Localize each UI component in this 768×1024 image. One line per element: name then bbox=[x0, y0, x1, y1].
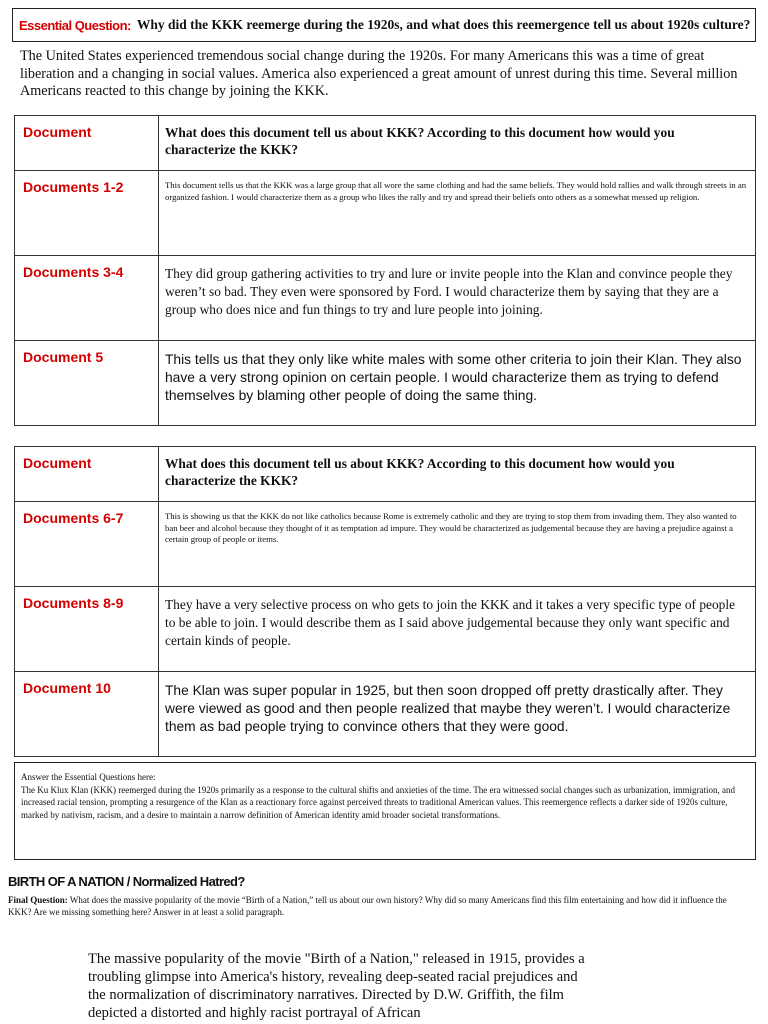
row-label: Documents 3-4 bbox=[15, 256, 159, 341]
header-question: What does this document tell us about KKK? According to this document how would you characterize the KKK? bbox=[159, 116, 756, 171]
row-answer[interactable]: The Klan was super popular in 1925, but then soon dropped off pretty drastically after. They were viewed as good and then people realized that maybe they weren’t. I would characterize them as bad people trying to convince others that they were good. bbox=[159, 672, 756, 757]
row-answer[interactable]: This tells us that they only like white males with some other criteria to join their Klan. They also have a very strong opinion on certain people. I would characterize them as trying to defend themselves by blaming other people of doing the same thing. bbox=[159, 341, 756, 426]
row-answer[interactable]: This is showing us that the KKK do not like catholics because Rome is extremely catholic and they are trying to stop them from invading them. They also wanted to ban beer and alcohol because they thought of it as temptation ad impure. They would be characterized as judgemental because they are having a prejudice against a certain group of people or items. bbox=[159, 502, 756, 587]
table-row bbox=[15, 171, 756, 256]
row-label: Documents 8-9 bbox=[15, 587, 159, 672]
table-header-row bbox=[15, 447, 756, 502]
essential-question-box bbox=[12, 8, 756, 42]
row-answer[interactable]: They have a very selective process on who gets to join the KKK and it takes a very specific type of people to be able to join. I would describe them as I said above judgemental because they only want specific and certain kinds of people. bbox=[159, 587, 756, 672]
table-row bbox=[15, 502, 756, 587]
row-answer[interactable]: They did group gathering activities to try and lure or invite people into the Klan and convince people they weren’t so bad. They even were sponsored by Ford. I would characterize them by saying that they are a group who does nice and fun things to try and lure people into joining. bbox=[159, 256, 756, 341]
row-answer[interactable]: This document tells us that the KKK was a large group that all wore the same clothing and had the same beliefs. They would hold rallies and walk through streets in an organized fashion. I would characterize them as a group who likes the rally and try and spread their beliefs onto others as a somewhat messed up religion. bbox=[159, 171, 756, 256]
answer-text: The Ku Klux Klan (KKK) reemerged during the 1920s primarily as a response to the cultural shifts and anxieties of the time. The era witnessed social changes such as urbanization, immigration, and increased racial tension, prompting a resurgence of the Klan as a reactionary force against perceived threats to traditional American values. This reemergence reflects a darker side of 1920s culture, marked by nativism, racism, and a desire to maintain a narrow definition of American identity amid broader societal transformations. bbox=[21, 784, 735, 820]
document-table-1 bbox=[14, 115, 756, 426]
essential-question-text: Why did the KKK reemerge during the 1920s, and what does this reemergence tell us about 1920s culture? bbox=[136, 17, 751, 32]
table-row bbox=[15, 672, 756, 757]
table-row bbox=[15, 341, 756, 426]
header-document-label: Document bbox=[15, 116, 159, 171]
row-label: Documents 1-2 bbox=[15, 171, 159, 256]
document-table-2 bbox=[14, 446, 756, 757]
header-question: What does this document tell us about KKK? According to this document how would you characterize the KKK? bbox=[159, 447, 756, 502]
row-label: Document 10 bbox=[15, 672, 159, 757]
final-question-text: What does the massive popularity of the movie “Birth of a Nation,” tell us about our own history? Why did so many Americans find this film entertaining and how did it influence the KKK? Are we missing something here? Answer in at least a solid paragraph. bbox=[8, 895, 727, 917]
table-header-row bbox=[15, 116, 756, 171]
header-document-label: Document bbox=[15, 447, 159, 502]
row-label: Document 5 bbox=[15, 341, 159, 426]
table-row bbox=[15, 256, 756, 341]
intro-paragraph: The United States experienced tremendous social change during the 1920s. For many Americans this was a time of great liberation and a changing in social values. America also experienced a great amount of unrest during this time. Several million Americans reacted to this change by joining the KKK. bbox=[20, 48, 738, 99]
answer-prompt: Answer the Essential Questions here: bbox=[21, 772, 156, 782]
row-label: Documents 6-7 bbox=[15, 502, 159, 587]
final-question bbox=[8, 894, 748, 918]
essential-answer-box[interactable] bbox=[14, 762, 756, 860]
essential-question-label: Essential Question: bbox=[19, 17, 131, 33]
birth-of-a-nation-title: BIRTH OF A NATION / Normalized Hatred? bbox=[8, 874, 245, 889]
table-row bbox=[15, 587, 756, 672]
essay-paragraph[interactable]: The massive popularity of the movie "Birth of a Nation," released in 1915, provides a troubling glimpse into America's history, revealing deep-seated racial prejudices and the normalization of discriminatory narratives. Directed by D.W. Griffith, the film depicted a distorted and highly racist portrayal of African bbox=[88, 951, 585, 1021]
final-question-label: Final Question: bbox=[8, 895, 68, 905]
